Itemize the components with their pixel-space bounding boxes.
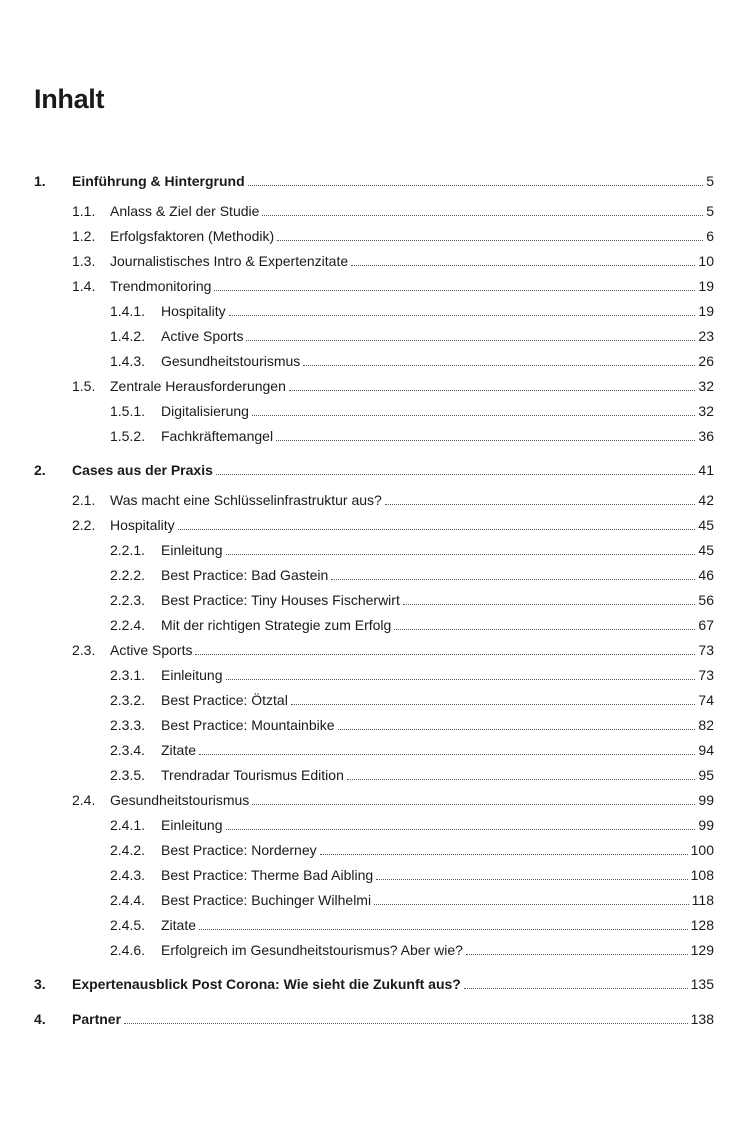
toc-entry-page: 32 [698, 378, 714, 394]
toc-entry[interactable] [110, 426, 714, 446]
toc-entry-label: Best Practice: Mountainbike [161, 717, 335, 733]
toc-entry-number: 2.2.2. [110, 567, 146, 583]
dot-leader [248, 184, 704, 186]
toc-entry-page: 19 [698, 278, 714, 294]
dot-leader [320, 853, 688, 855]
toc-entry[interactable] [110, 740, 714, 760]
toc-entry[interactable] [110, 815, 714, 835]
toc-entry-page: 41 [698, 462, 714, 478]
toc-entry-number: 1.2. [72, 228, 96, 244]
toc-entry[interactable] [72, 790, 714, 810]
dot-leader [252, 803, 695, 805]
toc-entry[interactable] [72, 640, 714, 660]
toc-entry-label: Best Practice: Tiny Houses Fischerwirt [161, 592, 400, 608]
dot-leader [303, 364, 695, 366]
toc-entry-page: 95 [698, 767, 714, 783]
toc-entry-label: Best Practice: Bad Gastein [161, 567, 329, 583]
toc-entry-number: 1. [34, 173, 46, 189]
toc-entry-page: 128 [690, 917, 714, 933]
toc-entry-page: 108 [690, 867, 714, 883]
dot-leader [276, 439, 695, 441]
toc-entry-number: 2.2.3. [110, 592, 146, 608]
toc-entry-page: 135 [690, 976, 714, 992]
toc-entry[interactable] [72, 251, 714, 271]
dot-leader [376, 878, 687, 880]
toc-entry-label: Gesundheitstourismus [161, 353, 301, 369]
dot-leader [394, 628, 695, 630]
dot-leader [199, 928, 688, 930]
toc-entry[interactable] [110, 690, 714, 710]
toc-entry[interactable] [110, 301, 714, 321]
toc-entry-label: Best Practice: Ötztal [161, 692, 288, 708]
toc-entry[interactable] [34, 1009, 714, 1029]
toc-entry-page: 26 [698, 353, 714, 369]
toc-entry[interactable] [34, 974, 714, 994]
toc-entry[interactable] [110, 865, 714, 885]
toc-entry[interactable] [110, 765, 714, 785]
toc-entry-label: Was macht eine Schlüsselinfrastruktur aus? [110, 492, 382, 508]
toc-entry-number: 2.3.2. [110, 692, 146, 708]
toc-entry-label: Gesundheitstourismus [110, 792, 250, 808]
toc-entry-page: 138 [690, 1011, 714, 1027]
toc-entry-number: 2.4.1. [110, 817, 146, 833]
toc-entry-label: Erfolgreich im Gesundheitstourismus? Aber wie? [161, 942, 463, 958]
toc-entry-number: 2.3.3. [110, 717, 146, 733]
toc-entry-page: 5 [706, 203, 714, 219]
toc-entry-number: 1.4.2. [110, 328, 146, 344]
dot-leader [199, 753, 695, 755]
toc-entry-number: 1.5.2. [110, 428, 146, 444]
toc-entry-number: 2.3. [72, 642, 96, 658]
dot-leader [374, 903, 689, 905]
toc-entry-number: 2. [34, 462, 46, 478]
toc-entry[interactable] [72, 490, 714, 510]
dot-leader [277, 239, 703, 241]
toc-entry-number: 1.5. [72, 378, 96, 394]
dot-leader [466, 953, 688, 955]
dot-leader [216, 473, 696, 475]
toc-entry-page: 32 [698, 403, 714, 419]
toc-entry-number: 2.3.1. [110, 667, 146, 683]
toc-entry-page: 10 [698, 253, 714, 269]
toc-entry-label: Einführung & Hintergrund [72, 173, 245, 189]
dot-leader [347, 778, 696, 780]
toc-entry[interactable] [110, 665, 714, 685]
dot-leader [252, 414, 695, 416]
toc-entry-label: Einleitung [161, 542, 223, 558]
toc-entry-number: 2.4.3. [110, 867, 146, 883]
toc-entry[interactable] [110, 565, 714, 585]
toc-entry-label: Digitalisierung [161, 403, 249, 419]
toc-entry-number: 2.2.4. [110, 617, 146, 633]
toc-entry-number: 3. [34, 976, 46, 992]
toc-entry-label: Best Practice: Therme Bad Aibling [161, 867, 374, 883]
toc-entry-label: Partner [72, 1011, 122, 1027]
toc-entry[interactable] [110, 940, 714, 960]
dot-leader [229, 314, 696, 316]
toc-entry[interactable] [110, 540, 714, 560]
toc-entry-number: 2.2.1. [110, 542, 146, 558]
toc-entry-label: Einleitung [161, 667, 223, 683]
toc-entry-page: 99 [698, 817, 714, 833]
toc-entry-label: Zentrale Herausforderungen [110, 378, 286, 394]
dot-leader [246, 339, 695, 341]
toc-entry-label: Cases aus der Praxis [72, 462, 213, 478]
dot-leader [464, 987, 688, 989]
toc-entry-label: Trendradar Tourismus Edition [161, 767, 344, 783]
toc-entry[interactable] [72, 226, 714, 246]
dot-leader [226, 828, 696, 830]
toc-entry-page: 82 [698, 717, 714, 733]
dot-leader [291, 703, 696, 705]
toc-entry-label: Hospitality [161, 303, 226, 319]
toc-entry-page: 45 [698, 542, 714, 558]
dot-leader [385, 503, 696, 505]
toc-entry[interactable] [110, 840, 714, 860]
dot-leader [124, 1022, 688, 1024]
toc-entry-number: 4. [34, 1011, 46, 1027]
toc-entry-label: Best Practice: Buchinger Wilhelmi [161, 892, 372, 908]
toc-entry-label: Hospitality [110, 517, 175, 533]
toc-entry-label: Erfolgsfaktoren (Methodik) [110, 228, 275, 244]
dot-leader [338, 728, 696, 730]
toc-entry-number: 2.1. [72, 492, 96, 508]
dot-leader [331, 578, 695, 580]
toc-entry-page: 74 [698, 692, 714, 708]
toc-entry-number: 1.4. [72, 278, 96, 294]
toc-entry-number: 1.4.3. [110, 353, 146, 369]
toc-entry-label: Einleitung [161, 817, 223, 833]
dot-leader [289, 389, 696, 391]
dot-leader [351, 264, 695, 266]
toc-entry-page: 42 [698, 492, 714, 508]
toc-entry-number: 1.4.1. [110, 303, 146, 319]
toc-entry[interactable] [72, 515, 714, 535]
dot-leader [178, 528, 696, 530]
toc-entry[interactable] [72, 201, 714, 221]
toc-entry[interactable] [110, 915, 714, 935]
toc-entry[interactable] [110, 890, 714, 910]
toc-entry[interactable] [110, 615, 714, 635]
toc-entry-page: 45 [698, 517, 714, 533]
toc-entry-label: Trendmonitoring [110, 278, 212, 294]
toc-entry-page: 36 [698, 428, 714, 444]
toc-entry-number: 2.3.5. [110, 767, 146, 783]
toc-entry-label: Zitate [161, 917, 197, 933]
toc-entry[interactable] [34, 171, 714, 191]
toc-entry[interactable] [110, 351, 714, 371]
toc-entry[interactable] [110, 326, 714, 346]
toc-entry-label: Active Sports [110, 642, 193, 658]
toc-entry-label: Expertenausblick Post Corona: Wie sieht die Zukunft aus? [72, 976, 461, 992]
toc-entry-label: Zitate [161, 742, 197, 758]
toc-entry-label: Fachkräftemangel [161, 428, 274, 444]
toc-entry-number: 2.4.4. [110, 892, 146, 908]
toc-entry-number: 1.1. [72, 203, 96, 219]
toc-entry-number: 2.4.6. [110, 942, 146, 958]
toc-entry-page: 73 [698, 642, 714, 658]
toc-entry-page: 6 [706, 228, 714, 244]
toc-entry-page: 19 [698, 303, 714, 319]
toc-entry-label: Mit der richtigen Strategie zum Erfolg [161, 617, 392, 633]
toc-entry-page: 94 [698, 742, 714, 758]
dot-leader [195, 653, 695, 655]
toc-entry[interactable] [34, 460, 714, 480]
toc-entry[interactable] [110, 590, 714, 610]
dot-leader [226, 553, 696, 555]
dot-leader [403, 603, 696, 605]
dot-leader [262, 214, 703, 216]
toc-entry-page: 46 [698, 567, 714, 583]
toc-entry[interactable] [110, 715, 714, 735]
toc-entry-number: 1.3. [72, 253, 96, 269]
toc-entry-number: 2.3.4. [110, 742, 146, 758]
toc-entry-page: 67 [698, 617, 714, 633]
toc-entry-number: 2.4.2. [110, 842, 146, 858]
dot-leader [226, 678, 696, 680]
toc-entry-page: 5 [706, 173, 714, 189]
toc-entry-page: 100 [690, 842, 714, 858]
toc-entry[interactable] [72, 376, 714, 396]
toc-entry[interactable] [72, 276, 714, 296]
toc-entry-label: Anlass & Ziel der Studie [110, 203, 260, 219]
toc-entry-number: 2.4. [72, 792, 96, 808]
dot-leader [214, 289, 695, 291]
toc-entry-number: 2.2. [72, 517, 96, 533]
page-title: Inhalt [34, 84, 105, 114]
toc-entry-page: 56 [698, 592, 714, 608]
toc-entry-page: 129 [690, 942, 714, 958]
toc-entry-number: 2.4.5. [110, 917, 146, 933]
toc-entry-page: 99 [698, 792, 714, 808]
toc-entry-page: 118 [691, 892, 714, 908]
toc-entry-label: Journalistisches Intro & Expertenzitate [110, 253, 349, 269]
toc-entry-label: Active Sports [161, 328, 244, 344]
toc-entry-label: Best Practice: Norderney [161, 842, 317, 858]
toc-entry-page: 23 [698, 328, 714, 344]
toc-entry[interactable] [110, 401, 714, 421]
toc-entry-number: 1.5.1. [110, 403, 146, 419]
toc-entry-page: 73 [698, 667, 714, 683]
